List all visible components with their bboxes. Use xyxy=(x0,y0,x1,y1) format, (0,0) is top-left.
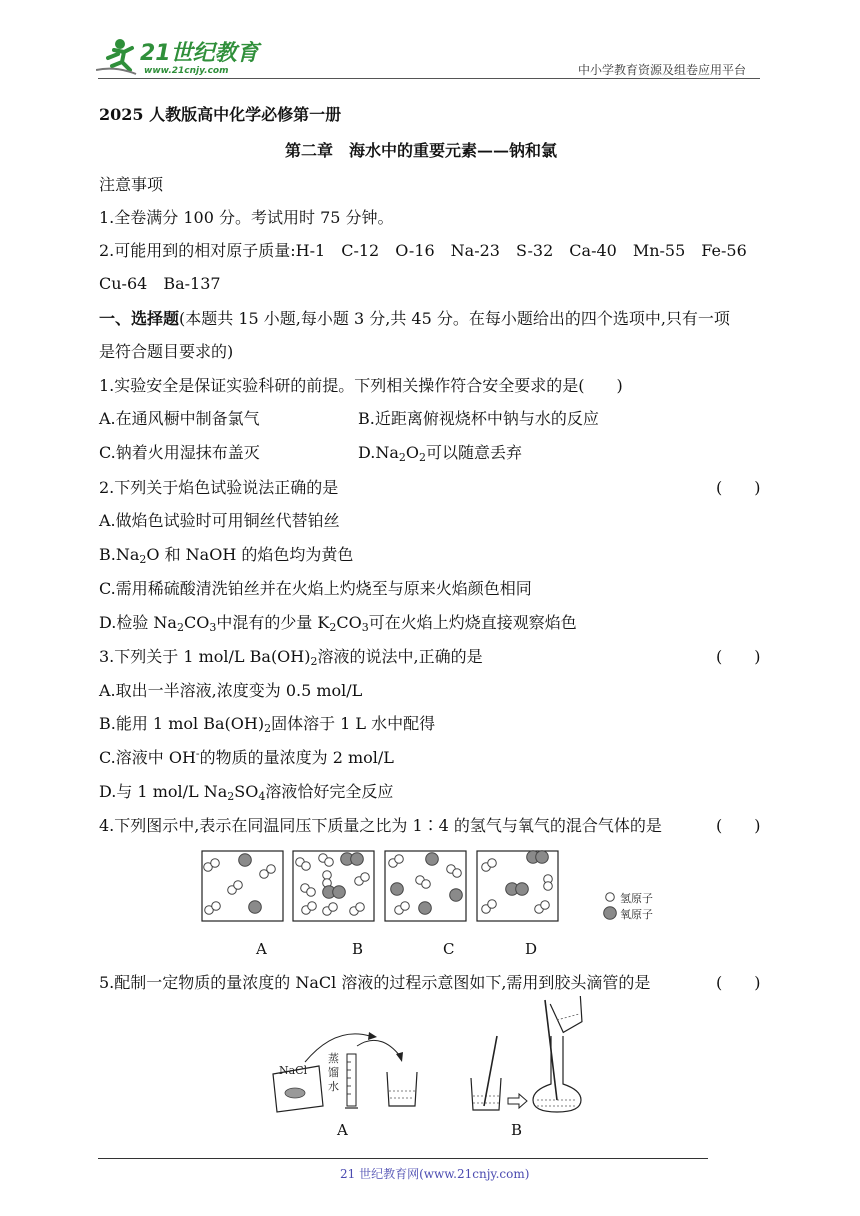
oxygen-atom xyxy=(249,901,262,914)
nacl-sample xyxy=(285,1088,305,1098)
q5-label-a: A xyxy=(337,1121,348,1139)
q3-option-c: C.溶液中 OH-的物质的量浓度为 2 mol/L xyxy=(99,747,394,767)
q4-answer-blank: ( ) xyxy=(716,816,761,835)
oxygen-molecule xyxy=(323,886,346,899)
q3-option-b: B.能用 1 mol $Ba(OH)_2$固体溶于 1 L 水中配得 xyxy=(99,714,436,735)
nacl-weighing-paper xyxy=(273,1064,323,1112)
q3-option-d: D.与 1 mol/L $Na_2SO_4$溶液恰好完全反应 xyxy=(99,782,394,803)
graduated-cylinder xyxy=(345,1054,358,1108)
q2-option-d: D.检验 $Na_2CO_3$中混有的少量 $K_2CO_3$可在火焰上灼烧直接观察焰色 xyxy=(99,613,577,634)
oxygen-atom xyxy=(391,883,404,896)
q3-stem: 3.下列关于 1 mol/L $Ba(OH)_2$溶液的说法中,正确的是 xyxy=(99,647,483,668)
q3-answer-blank: ( ) xyxy=(716,647,761,666)
oxygen-molecule xyxy=(506,883,529,896)
q2-answer-blank: ( ) xyxy=(716,478,761,497)
oxygen-molecule xyxy=(341,853,364,866)
oxygen-molecule xyxy=(527,851,549,864)
notice-1: 1.全卷满分 100 分。考试用时 75 分钟。 xyxy=(99,208,394,227)
pour-arrow xyxy=(357,1040,400,1056)
q5-label-b: B xyxy=(511,1121,523,1139)
q4-label-a: A xyxy=(256,940,267,958)
water-label-1: 蒸 xyxy=(328,1052,339,1065)
q4-label-d: D xyxy=(525,940,538,958)
beaker-b xyxy=(471,1036,501,1110)
logo-url-text: www.21cnjy.com xyxy=(144,66,229,76)
section-desc-cont: 是符合题目要求的) xyxy=(99,342,234,361)
footer-link[interactable]: 21 世纪教育网(www.21cnjy.com) xyxy=(340,1167,530,1181)
q2-option-b: $B.Na_2O$ 和 NaOH 的焰色均为黄色 xyxy=(99,545,354,566)
nacl-label: NaCl xyxy=(279,1064,308,1077)
logo-main-text: 21世纪教育 xyxy=(140,41,259,66)
q1-option-d: $D.Na_2O_2$可以随意丢弃 xyxy=(358,443,523,464)
q1-stem: 1.实验安全是保证实验科研的前提。下列相关操作符合安全要求的是( ) xyxy=(99,376,623,395)
q1-option-c: C.钠着火用湿抹布盖灭 xyxy=(99,443,260,462)
oxygen-atom xyxy=(239,854,252,867)
site-logo xyxy=(96,36,266,80)
notice-2: 2.可能用到的相对原子质量:H-1 C-12 O-16 Na-23 S-32 Ca-40 Mn-55 Fe-56 xyxy=(99,241,747,260)
arrowhead xyxy=(368,1032,377,1040)
pouring-beaker xyxy=(550,996,585,1034)
header-platform-text: 中小学教育资源及组卷应用平台 xyxy=(578,63,747,77)
q4-box-a xyxy=(202,851,283,921)
water-label-2: 馏 xyxy=(328,1066,339,1079)
q4-box-d xyxy=(477,851,558,921)
section-intro xyxy=(99,309,730,329)
q4-label-c: C xyxy=(443,940,455,958)
oxygen-atom xyxy=(419,902,432,915)
q4-box-c xyxy=(385,851,466,921)
q5-answer-blank: ( ) xyxy=(716,973,761,992)
q4-figure xyxy=(196,846,676,926)
water-label-3: 水 xyxy=(328,1080,339,1093)
q2-option-a: A.做焰色试验时可用铜丝代替铂丝 xyxy=(99,511,340,530)
header-divider xyxy=(98,78,760,79)
q1-option-a: A.在通风橱中制备氯气 xyxy=(99,409,260,428)
arrowhead xyxy=(396,1052,403,1062)
chapter-title: 第二章 海水中的重要元素——钠和氯 xyxy=(285,141,558,160)
section-heading: 一、选择题 xyxy=(99,309,180,328)
q5-figure xyxy=(265,996,595,1122)
doc-title: 2025 人教版高中化学必修第一册 xyxy=(99,105,342,124)
q1-option-b: B.近距离俯视烧杯中钠与水的反应 xyxy=(358,409,599,428)
oxygen-atom xyxy=(450,889,463,902)
q4-label-b: B xyxy=(352,940,364,958)
legend-oxygen-icon xyxy=(604,907,617,920)
q2-stem: 2.下列关于焰色试验说法正确的是 xyxy=(99,478,339,497)
oxygen-atom xyxy=(426,853,439,866)
q4-box-b xyxy=(293,851,374,921)
legend-hydrogen-label: 氢原子 xyxy=(620,892,653,905)
section-desc: (本题共 15 小题,每小题 3 分,共 45 分。在每小题给出的四个选项中,只有一项 xyxy=(179,309,730,328)
footer-divider xyxy=(98,1158,708,1159)
q5-stem: 5.配制一定物质的量浓度的 NaCl 溶液的过程示意图如下,需用到胶头滴管的是 xyxy=(99,973,651,992)
q3-option-a: A.取出一半溶液,浓度变为 0.5 mol/L xyxy=(99,681,363,700)
legend-hydrogen-icon xyxy=(606,893,615,902)
notice-heading: 注意事项 xyxy=(99,175,164,194)
q4-legend xyxy=(604,891,653,921)
q2-option-c: C.需用稀硫酸清洗铂丝并在火焰上灼烧至与原来火焰颜色相同 xyxy=(99,579,532,598)
notice-2-cont: Cu-64 Ba-137 xyxy=(99,274,221,293)
q4-stem: 4.下列图示中,表示在同温同压下质量之比为 1∶4 的氢气与氧气的混合气体的是 xyxy=(99,816,662,835)
runner-icon xyxy=(96,39,136,74)
beaker-a xyxy=(387,1072,417,1106)
hollow-arrow-icon xyxy=(508,1094,527,1108)
legend-oxygen-label: 氧原子 xyxy=(620,908,653,921)
hydrogen-molecule xyxy=(544,875,553,891)
